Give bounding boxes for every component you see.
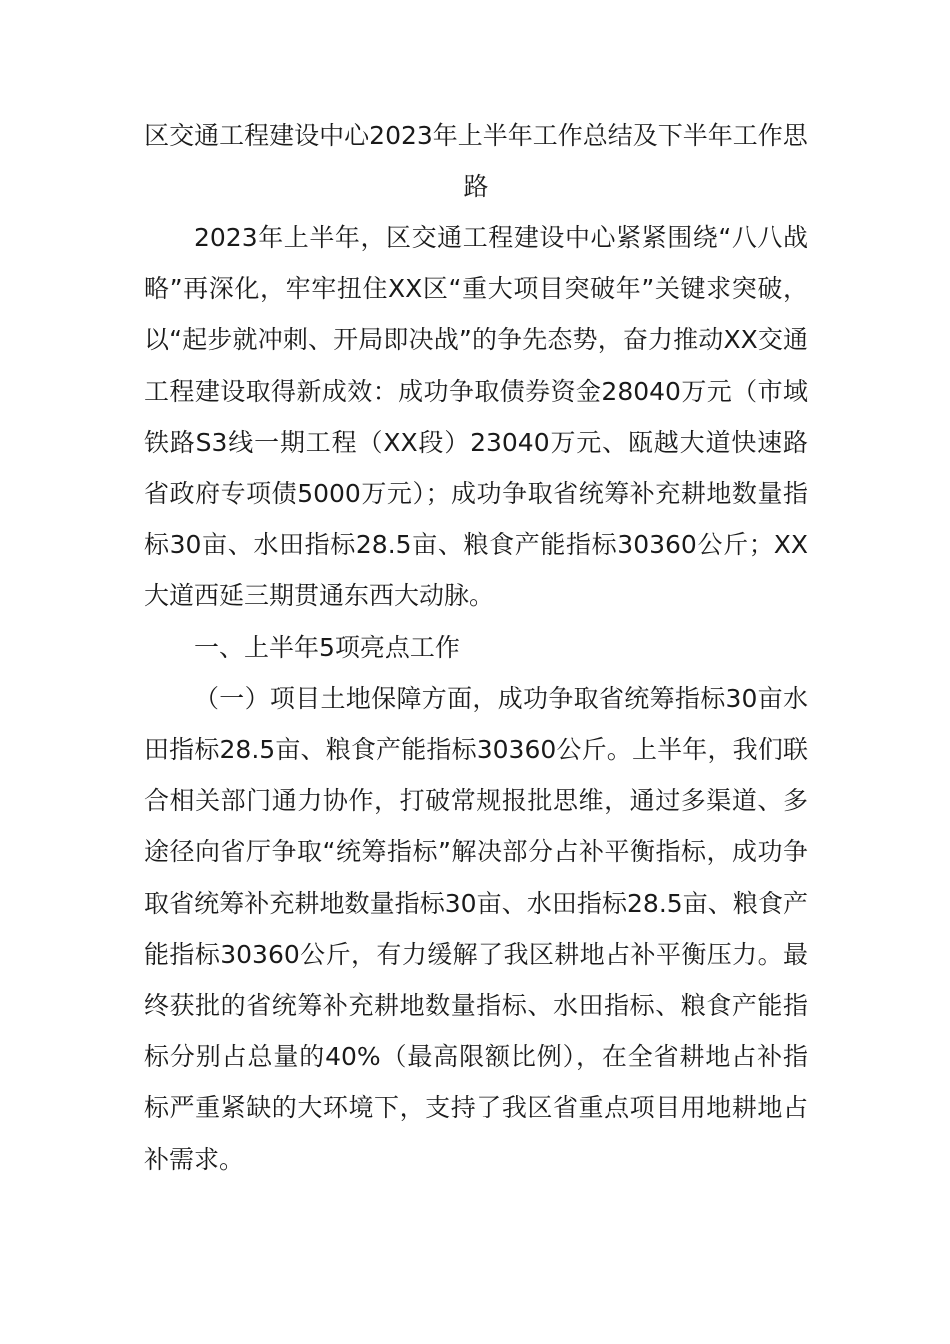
document-body — [144, 110, 808, 1185]
document-title: 区交通工程建设中心2023年上半年工作总结及下半年工作思路 — [144, 121, 808, 201]
intro-paragraph: 2023年上半年，区交通工程建设中心紧紧围绕“八八战略”再深化，牢牢扭住XX区“重大项目突破年”关键求突破，以“起步就冲刺、开局即决战”的争先态势，奋力推动XX交通工程建设取得新成效：成功争取债券资金28040万元（市域铁路S3线一期工程（XX段）23040万元、瓯越大道快速路省政府专项债5000万元）；成功争取省统筹补充耕地数量指标30亩、水田指标28.5亩、粮食产能指标30360公斤；XX大道西延三期贯通东西大动脉。 — [144, 223, 808, 611]
subsection-paragraph: （一）项目土地保障方面，成功争取省统筹指标30亩水田指标28.5亩、粮食产能指标30360公斤。上半年，我们联合相关部门通力协作，打破常规报批思维，通过多渠道、多途径向省厅争取“统筹指标”解决部分占补平衡指标，成功争取省统筹补充耕地数量指标30亩、水田指标28.5亩、粮食产能指标30360公斤，有力缓解了我区耕地占补平衡压力。最终获批的省统筹补充耕地数量指标、水田指标、粮食产能指标分别占总量的40%（最高限额比例），在全省耕地占补指标严重紧缺的大环境下，支持了我区省重点项目用地耕地占补需求。 — [144, 683, 808, 1174]
section-heading: 一、上半年5项亮点工作 — [194, 632, 460, 662]
